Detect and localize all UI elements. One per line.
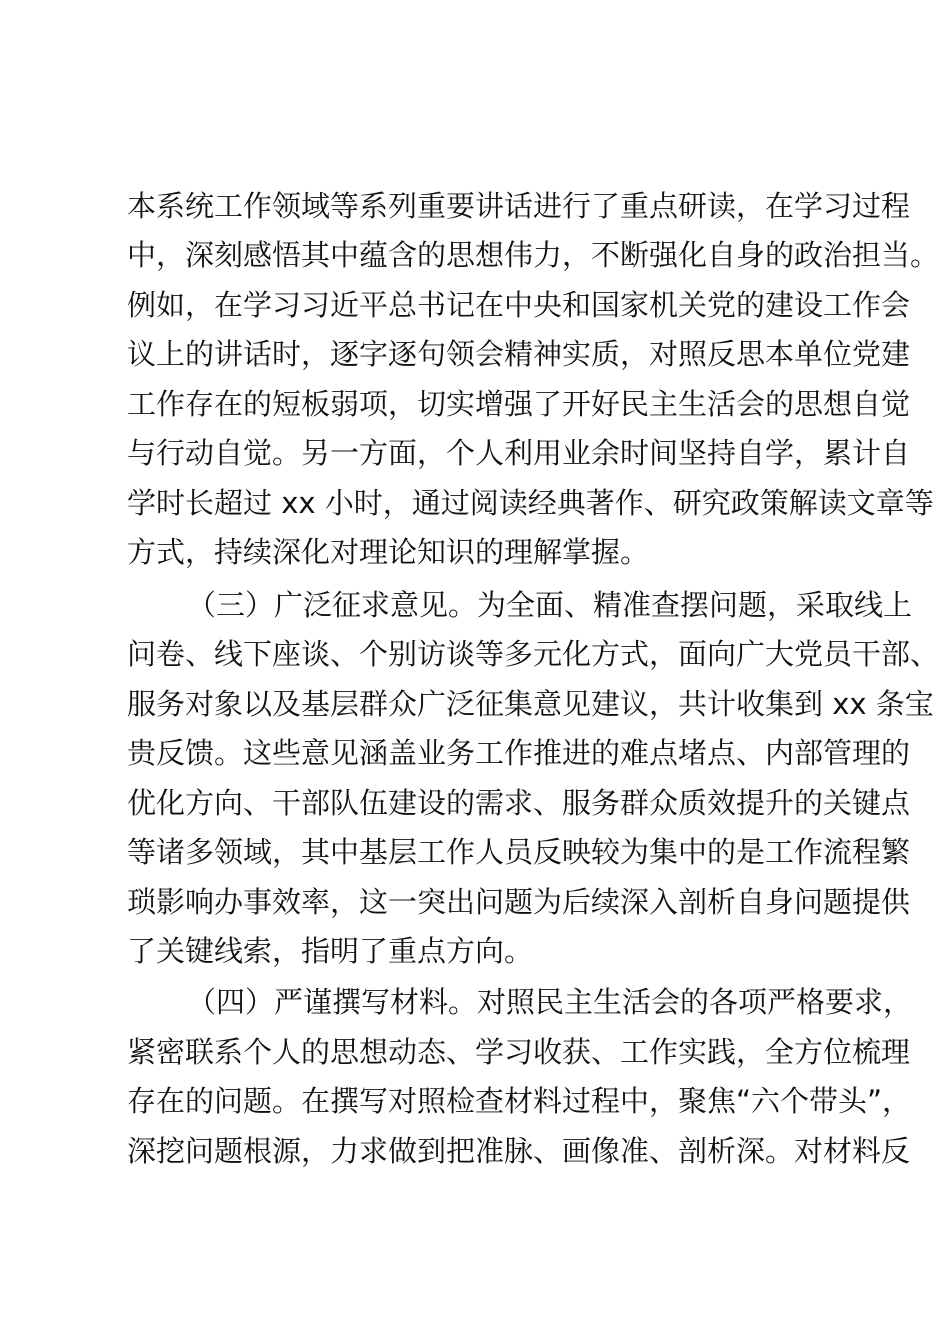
text-line: 等诸多领域，其中基层工作人员反映较为集中的是工作流程繁 bbox=[127, 835, 911, 869]
text-line: 贵反馈。这些意见涵盖业务工作推进的难点堵点、内部管理的 bbox=[127, 736, 911, 770]
text-line: 学时长超过 xx 小时，通过阅读经典著作、研究政策解读文章等 bbox=[127, 486, 934, 520]
text-line: 方式，持续深化对理论知识的理解掌握。 bbox=[127, 535, 650, 569]
text-line: 优化方向、干部队伍建设的需求、服务群众质效提升的关键点 bbox=[127, 786, 911, 820]
text-line: 存在的问题。在撰写对照检查材料过程中，聚焦“六个带头”， bbox=[127, 1084, 912, 1118]
text-line: 紧密联系个人的思想动态、学习收获、工作实践，全方位梳理 bbox=[127, 1035, 911, 1069]
section-heading-3: （三）广泛征求意见。为全面、精准查摆问题，采取线上 bbox=[187, 588, 913, 622]
text-line: 中，深刻感悟其中蕴含的思想伟力，不断强化自身的政治担当。 bbox=[127, 238, 940, 272]
text-line: 本系统工作领域等系列重要讲话进行了重点研读，在学习过程 bbox=[127, 189, 911, 223]
text-line: 与行动自觉。另一方面，个人利用业余时间坚持自学，累计自 bbox=[127, 436, 911, 470]
text-line: 例如，在学习习近平总书记在中央和国家机关党的建设工作会 bbox=[127, 288, 911, 322]
text-line: 工作存在的短板弱项，切实增强了开好民主生活会的思想自觉 bbox=[127, 387, 911, 421]
section-heading-4: （四）严谨撰写材料。对照民主生活会的各项严格要求， bbox=[187, 985, 913, 1019]
text-line: 服务对象以及基层群众广泛征集意见建议，共计收集到 xx 条宝 bbox=[127, 687, 934, 721]
text-line: 了关键线索，指明了重点方向。 bbox=[127, 934, 534, 968]
text-line: 琐影响办事效率，这一突出问题为后续深入剖析自身问题提供 bbox=[127, 885, 911, 919]
text-line: 问卷、线下座谈、个别访谈等多元化方式，面向广大党员干部、 bbox=[127, 637, 940, 671]
text-line: 深挖问题根源，力求做到把准脉、画像准、剖析深。对材料反 bbox=[127, 1134, 911, 1168]
text-line: 议上的讲话时，逐字逐句领会精神实质，对照反思本单位党建 bbox=[127, 337, 911, 371]
